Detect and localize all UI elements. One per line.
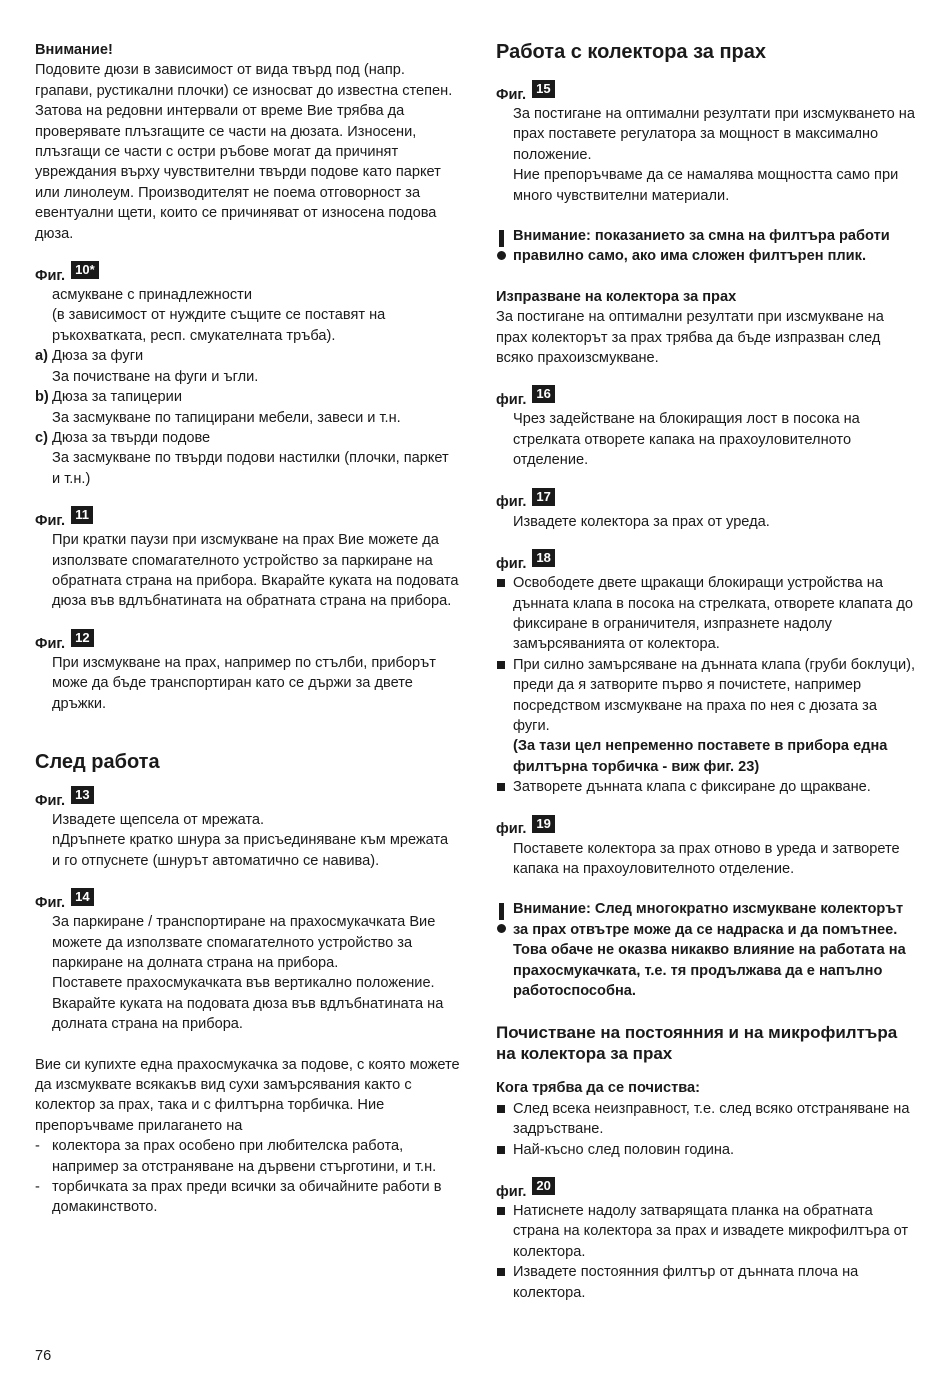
warning-text: Внимание: След многократно изсмукване колекторът за прах отвътре може да се надраска и да помътнее. Това обаче не оказва никакво влияние на работата на прахосмукачката, т.е. тя продължава да е напълно работоспособна. [513,901,906,999]
fig-18-steps [496,573,916,797]
fig-label: Фиг. [35,792,66,809]
fig-label: Фиг. [35,635,66,652]
left-column [35,40,460,1218]
when-title: Кога трябва да се почиства: [496,1080,700,1097]
item-description: За почистване на фуги и ъгли. [52,368,259,385]
fig-10-heading [35,261,460,285]
item-letter: b) [35,389,49,406]
fig-10-intro: асмукване с принадлежности [52,287,252,304]
fig-13-line-2: nДръпнете кратко шнура за присъединяване към мрежата и го отпуснете (шнурът автоматично се навива). [52,832,449,869]
fig-19-text: Поставете колектора за прах отново в уреда и затворете капака на прахоуловителното отделение. [513,840,900,877]
emptying-title: Изпразване на колектора за прах [496,288,737,305]
fig-label: фиг. [496,555,527,572]
fig-label: Фиг. [35,894,66,911]
fig-18-heading [496,549,916,573]
fig-13-heading [35,786,460,810]
fig-13-line-1: Извадете щепсела от мрежата. [52,811,265,828]
fig-10-intro-note: (в зависимост от нуждите същите се поставят на ръкохватката, респ. смукателната тръба). [52,307,386,344]
step-note: (За тази цел непременно поставете в прибора една филтърна торбичка - виж фиг. 23) [513,738,888,775]
list-item: - колектора за прах особено при любителска работа, например за отстраняване на дървени стърготини, и т.н. [35,1136,460,1177]
list-item: Най-късно след половин година. [496,1140,916,1160]
item-letter: a) [35,348,48,365]
collector-heading: Работа с колектора за прах [496,41,767,63]
step-text: При силно замърсяване на дънната клапа (груби боклуци), преди да я затворите първо я почистете, например посредством изсмукване на праха по нея с дюзата за фуги. [513,656,916,734]
fig-17-text: Извадете колектора за прах от уреда. [513,513,770,530]
fig-15-line-2: Ние препоръчваме да се намалява мощността само при много чувствителни материали. [513,167,899,204]
fig-20-steps [496,1201,916,1303]
list-item: След всека неизправност, т.е. след всяко отстраняване на задръстване. [496,1099,916,1140]
fig-label: Фиг. [35,512,66,529]
fig-number-badge: 17 [532,488,554,506]
list-item: Освободете двете щракащи блокиращи устройства на дънната клапа в посока на стрелката, отворете клапата до фиксиране в ограничителя, изпразнете надолу замърсяванията от колектора. [496,573,916,655]
page-number: 76 [35,1348,52,1364]
fig-19-heading [496,815,916,839]
fig-11-text: При кратки паузи при изсмукване на прах Вие можете да използвате спомагателното устройство за паркиране на обратната страна на прибора. Вкарайте куката на подовата дюза във вдлъбнатината на обратната страна на прибора. [52,532,459,610]
filter-warning [496,226,916,267]
fig-16-text: Чрез задействане на блокиращия лост в посока на стрелката отворете капака на прахоуловителното отделение. [513,411,860,469]
collector-warning [496,899,916,1001]
attention-title: Внимание! [35,42,113,58]
fig-number-badge: 15 [532,80,554,98]
accessory-item-b [35,387,460,407]
fig-number-badge: 16 [532,385,554,403]
fig-17-heading [496,488,916,512]
list-item: Извадете постоянния филтър от дънната плоча на колектора. [496,1262,916,1303]
fig-number-badge: 13 [71,786,93,804]
fig-number-badge: 19 [532,815,554,833]
cleaning-heading: Почистване на постоянния и на микрофилтъра на колектора за прах [496,1023,898,1064]
item-title: Дюза за фуги [52,348,144,365]
fig-label: фиг. [496,821,527,838]
when-list [496,1099,916,1160]
attention-body: Подовите дюзи в зависимост от вида твърд под (напр. грапави, рустикални плочки) се износват до известна степен. Затова на редовни интервали от време Вие трябва да проверявате плъзгащите се части на дюзата. Износени, плъзгащи се части с остри ръбове могат да причинят увреждания върху чувствителни твърди подове като паркет или линолеум. Производителят не поема отговорност за евентуални щети, които се причиняват от износена подова дюза. [35,62,453,242]
fig-15-line-1: За постигане на оптимални резултати при изсмукването на прах поставете регулатора за мощност в максимално положение. [513,106,915,163]
exclamation-icon [496,230,508,264]
list-item: - торбичката за прах преди всички за обичайните работи в домакинството. [35,1177,460,1218]
item-description: За засмукване по тапицирани мебели, завеси и т.н. [52,409,401,426]
emptying-text: За постигане на оптимални резултати при изсмукване на прах колекторът за прах трябва да бъде изпразван след всяко прахоизсмукване. [496,309,884,367]
item-description: За засмукване по твърди подови настилки (плочки, паркет и т.н.) [52,450,449,487]
right-column [496,40,916,1303]
exclamation-icon [496,903,508,937]
fig-label: фиг. [496,494,527,511]
fig-12-text: При изсмукване на прах, например по стълби, приборът може да бъде транспортиран като се държи за двете дръжки. [52,654,436,712]
list-item [496,655,916,777]
fig-20-heading [496,1177,916,1201]
item-title: Дюза за твърди подове [52,429,211,446]
closing-text: Вие си купихте една прахосмукачка за подове, с която можете да изсмуквате всякакъв вид сухи замърсявания както с колектор за прах, така и с филтърна торбичка. Ние препоръчваме прилагането на [35,1056,460,1134]
fig-number-badge: 12 [71,629,93,647]
fig-number-badge: 20 [532,1177,554,1195]
fig-label: фиг. [496,1183,527,1200]
fig-12-heading [35,629,460,653]
fig-14-line-2: Поставете прахосмукачката във вертикално положение. Вкарайте куката на подовата дюза във вдлъбнатината на долната страна на прибора. [52,975,444,1033]
after-work-heading: След работа [35,750,160,773]
fig-11-heading [35,506,460,530]
fig-label: Фиг. [496,86,527,103]
recommendation-list [35,1136,460,1218]
fig-label: фиг. [496,392,527,409]
fig-number-badge: 11 [71,506,93,524]
fig-number-badge: 18 [532,549,554,567]
item-letter: c) [35,429,48,446]
fig-16-heading [496,385,916,409]
item-title: Дюза за тапицерии [52,389,182,406]
fig-15-heading [496,80,916,104]
fig-number-badge: 10* [71,261,99,279]
fig-label: Фиг. [35,267,66,284]
list-item: Затворете дънната клапа с фиксиране до щракване. [496,777,916,797]
accessory-item-a [35,346,460,366]
fig-14-heading [35,888,460,912]
fig-14-line-1: За паркиране / транспортиране на прахосмукачката Вие можете да използвате спомагателното устройство за паркиране на долната страна на прибора. [52,914,436,971]
accessory-item-c [35,428,460,448]
list-item: Натиснете надолу затварящата планка на обратната страна на колектора за прах и извадете микрофилтъра от колектора. [496,1201,916,1262]
warning-text: Внимание: показанието за смна на филтъра работи правилно само, ако има сложен филтърен плик. [513,228,890,265]
fig-number-badge: 14 [71,888,93,906]
